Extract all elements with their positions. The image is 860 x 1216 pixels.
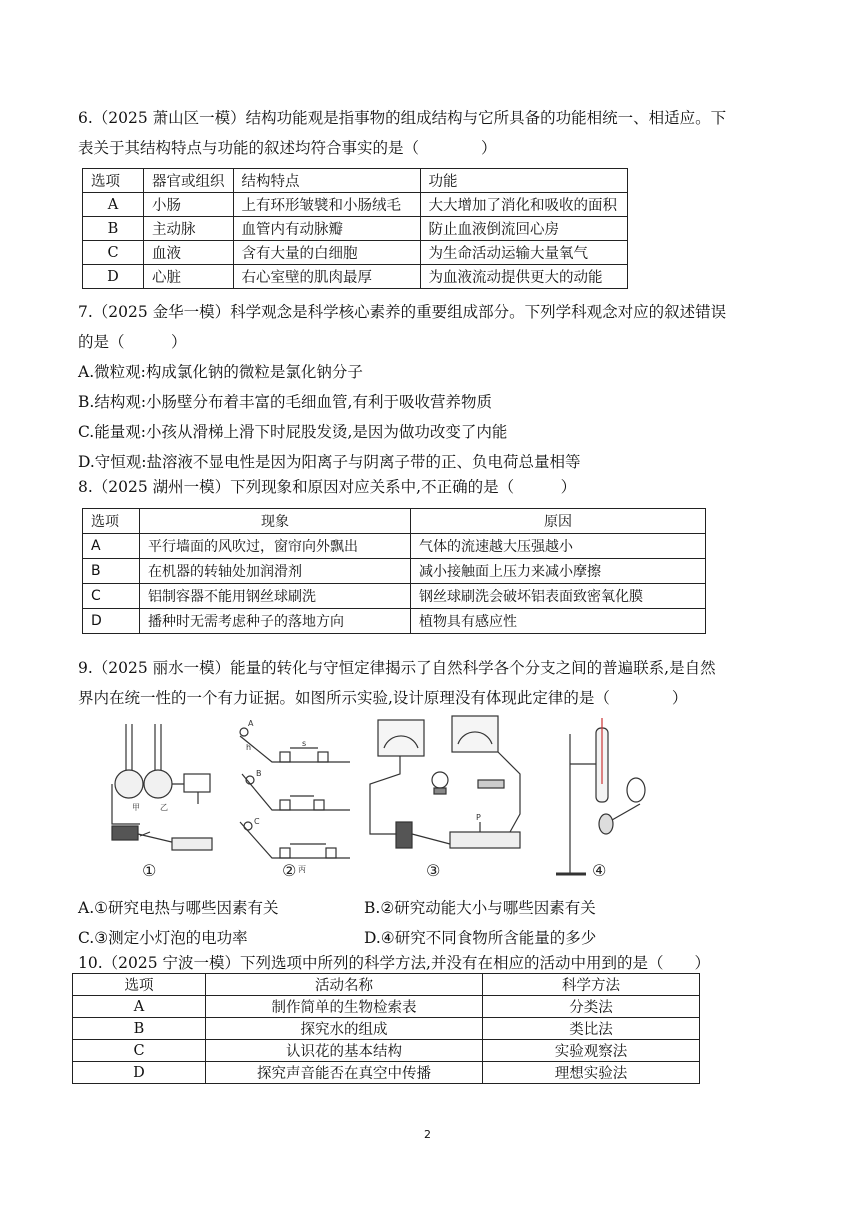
table-row bbox=[73, 1018, 700, 1040]
table-cell: 气体的流速越大压强越小 bbox=[411, 534, 706, 559]
table-cell: 钢丝球刷洗会破坏铝表面致密氧化膜 bbox=[411, 584, 706, 609]
table-header-cell: 选项 bbox=[73, 974, 206, 996]
table-cell: 右心室壁的肌肉最厚 bbox=[233, 265, 420, 289]
table-cell: C bbox=[73, 1040, 206, 1062]
table-row bbox=[83, 609, 706, 634]
label-p: P bbox=[476, 813, 481, 822]
experiment-figures bbox=[100, 714, 660, 894]
table-cell: B bbox=[83, 217, 144, 241]
table-cell: 播种时无需考虑种子的落地方向 bbox=[140, 609, 411, 634]
page-number: 2 bbox=[424, 1128, 431, 1141]
figure-1-electric-heat-apparatus bbox=[112, 724, 212, 850]
table-cell: 分类法 bbox=[483, 996, 700, 1018]
label-yi: 乙 bbox=[160, 803, 168, 812]
table-row bbox=[73, 1062, 700, 1084]
table-cell: C bbox=[83, 241, 144, 265]
question-6-line-1: 6.（2025 萧山区一模）结构功能观是指事物的组成结构与它所具备的功能相统一、相适应。下 bbox=[78, 109, 727, 127]
table-cell: C bbox=[83, 584, 140, 609]
figure-label-3: ③ bbox=[426, 861, 441, 880]
table-row bbox=[73, 1040, 700, 1062]
figure-3-bulb-power-circuit bbox=[370, 716, 520, 848]
question-10-line-1: 10.（2025 宁波一模）下列选项中所列的科学方法,并没有在相应的活动中用到的是（ ） bbox=[78, 954, 710, 972]
label-bing: 丙 bbox=[298, 865, 306, 874]
table-cell: 实验观察法 bbox=[483, 1040, 700, 1062]
table-header-cell: 原因 bbox=[411, 509, 706, 534]
label-jia: 甲 bbox=[132, 803, 140, 812]
question-9-line-2: 界内在统一性的一个有力证据。如图所示实验,设计原理没有体现此定律的是（ ） bbox=[78, 689, 688, 707]
label-b: B bbox=[256, 769, 262, 778]
table-cell: 认识花的基本结构 bbox=[206, 1040, 483, 1062]
table-cell: 主动脉 bbox=[144, 217, 234, 241]
table-header-cell: 科学方法 bbox=[483, 974, 700, 996]
option-d: D.守恒观:盐溶液不显电性是因为阳离子与阴离子带的正、负电荷总量相等 bbox=[78, 453, 581, 471]
question-9-line-1: 9.（2025 丽水一模）能量的转化与守恒定律揭示了自然科学各个分支之间的普遍联系,是自然 bbox=[78, 659, 716, 677]
question-6 bbox=[78, 103, 788, 163]
label-a: A bbox=[248, 719, 254, 728]
figure-label-1: ① bbox=[142, 861, 157, 880]
table-row bbox=[83, 584, 706, 609]
table-row bbox=[83, 559, 706, 584]
table-header-row bbox=[83, 169, 628, 193]
table-cell: 类比法 bbox=[483, 1018, 700, 1040]
table-row bbox=[83, 241, 628, 265]
question-9 bbox=[78, 653, 788, 713]
option-c: C.③测定小灯泡的电功率 bbox=[78, 929, 248, 947]
table-cell: A bbox=[83, 534, 140, 559]
option-a: A.①研究电热与哪些因素有关 bbox=[78, 899, 279, 917]
option-b: B.结构观:小肠壁分布着丰富的毛细血管,有利于吸收营养物质 bbox=[78, 393, 492, 411]
label-c: C bbox=[254, 817, 260, 826]
figure-4-food-energy-stand bbox=[556, 718, 645, 874]
question-7-line-1: 7.（2025 金华一模）科学观念是科学核心素养的重要组成部分。下列学科观念对应的叙述错误 bbox=[78, 303, 727, 321]
table-cell: 制作简单的生物检索表 bbox=[206, 996, 483, 1018]
table-cell: 上有环形皱襞和小肠绒毛 bbox=[233, 193, 420, 217]
figure-label-4: ④ bbox=[592, 861, 607, 880]
table-cell: 小肠 bbox=[144, 193, 234, 217]
question-7-line-2: 的是（ ） bbox=[78, 333, 187, 351]
question-6-table bbox=[82, 168, 628, 289]
question-10-table bbox=[72, 973, 700, 1084]
table-cell: 探究声音能否在真空中传播 bbox=[206, 1062, 483, 1084]
table-cell: 防止血液倒流回心房 bbox=[420, 217, 627, 241]
table-cell: 减小接触面上压力来减小摩擦 bbox=[411, 559, 706, 584]
table-header-row bbox=[73, 974, 700, 996]
figure-label-2: ② bbox=[282, 861, 297, 880]
table-header-cell: 现象 bbox=[140, 509, 411, 534]
table-header-cell: 功能 bbox=[420, 169, 627, 193]
table-cell: B bbox=[73, 1018, 206, 1040]
table-cell: A bbox=[83, 193, 144, 217]
table-cell: 血管内有动脉瓣 bbox=[233, 217, 420, 241]
table-row bbox=[83, 265, 628, 289]
option-b: B.②研究动能大小与哪些因素有关 bbox=[364, 899, 596, 917]
table-row bbox=[83, 534, 706, 559]
table-cell: 探究水的组成 bbox=[206, 1018, 483, 1040]
table-cell: 含有大量的白细胞 bbox=[233, 241, 420, 265]
question-7 bbox=[78, 297, 788, 477]
table-row bbox=[83, 193, 628, 217]
table-header-cell: 选项 bbox=[83, 169, 144, 193]
table-cell: 为血液流动提供更大的动能 bbox=[420, 265, 627, 289]
table-cell: 血液 bbox=[144, 241, 234, 265]
table-cell: 平行墙面的风吹过，窗帘向外飘出 bbox=[140, 534, 411, 559]
table-header-row bbox=[83, 509, 706, 534]
table-header-cell: 器官或组织 bbox=[144, 169, 234, 193]
option-d: D.④研究不同食物所含能量的多少 bbox=[364, 929, 597, 947]
label-s: s bbox=[302, 739, 307, 748]
table-header-cell: 选项 bbox=[83, 509, 140, 534]
table-header-cell: 活动名称 bbox=[206, 974, 483, 996]
table-header-cell: 结构特点 bbox=[233, 169, 420, 193]
table-cell: A bbox=[73, 996, 206, 1018]
option-c: C.能量观:小孩从滑梯上滑下时屁股发烫,是因为做功改变了内能 bbox=[78, 423, 508, 441]
table-cell: 铝制容器不能用钢丝球刷洗 bbox=[140, 584, 411, 609]
table-cell: 植物具有感应性 bbox=[411, 609, 706, 634]
question-8-table bbox=[82, 508, 706, 634]
question-6-line-2: 表关于其结构特点与功能的叙述均符合事实的是（ ） bbox=[78, 139, 497, 157]
table-cell: D bbox=[73, 1062, 206, 1084]
table-row bbox=[83, 217, 628, 241]
table-cell: D bbox=[83, 265, 144, 289]
table-cell: 为生命活动运输大量氧气 bbox=[420, 241, 627, 265]
option-a: A.微粒观:构成氯化钠的微粒是氯化钠分子 bbox=[78, 363, 363, 381]
table-cell: 大大增加了消化和吸收的面积 bbox=[420, 193, 627, 217]
question-8 bbox=[78, 472, 788, 502]
figure-2-kinetic-energy-ramps bbox=[240, 728, 350, 858]
question-8-line-1: 8.（2025 湖州一模）下列现象和原因对应关系中,不正确的是（ ） bbox=[78, 478, 577, 496]
table-cell: 理想实验法 bbox=[483, 1062, 700, 1084]
label-h: h bbox=[246, 743, 252, 752]
table-row bbox=[73, 996, 700, 1018]
table-cell: 心脏 bbox=[144, 265, 234, 289]
table-cell: D bbox=[83, 609, 140, 634]
table-cell: B bbox=[83, 559, 140, 584]
table-cell: 在机器的转轴处加润滑剂 bbox=[140, 559, 411, 584]
